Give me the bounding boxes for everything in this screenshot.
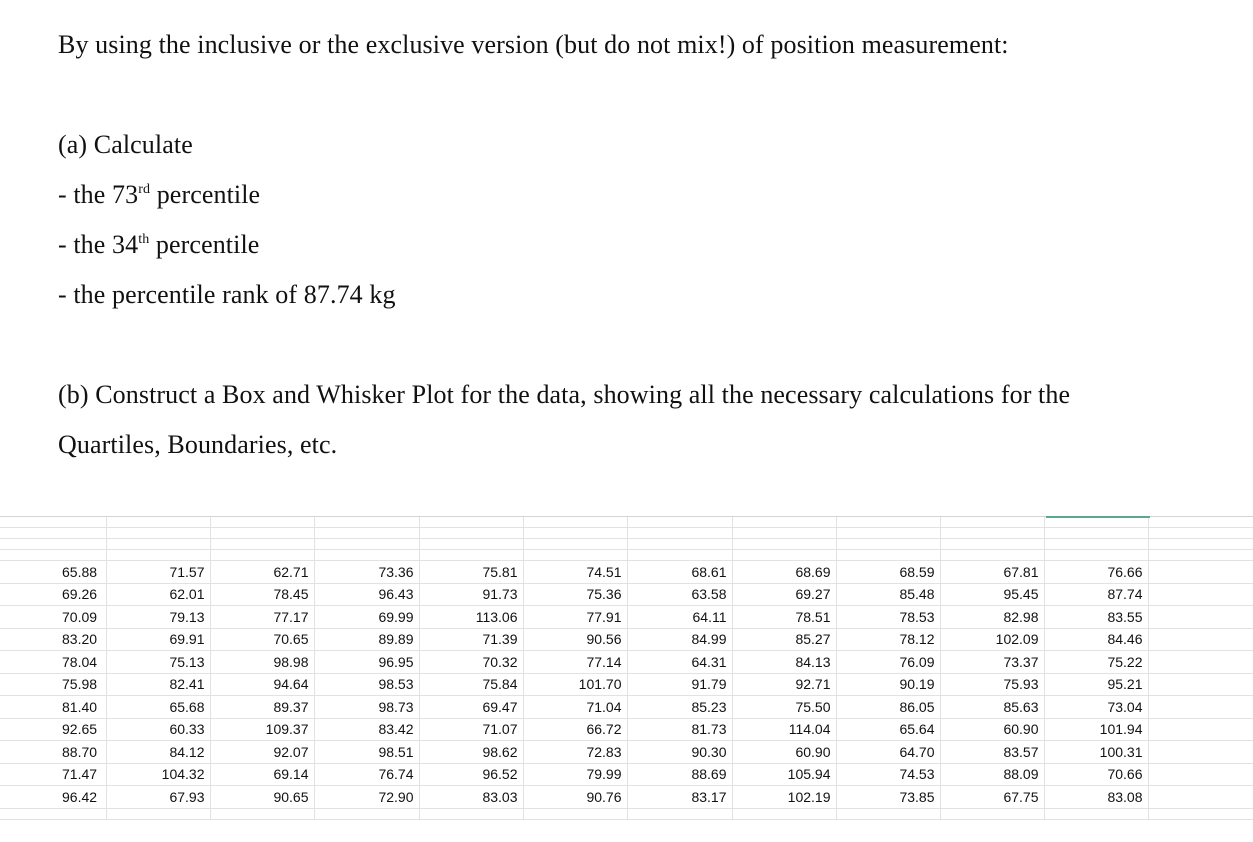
empty-cell[interactable] [210, 808, 314, 819]
empty-cell[interactable] [106, 550, 210, 561]
data-cell[interactable]: 68.59 [836, 561, 940, 584]
empty-cell[interactable] [627, 517, 732, 528]
data-cell[interactable]: 77.14 [523, 651, 627, 674]
data-cell[interactable]: 95.21 [1044, 673, 1148, 696]
empty-cell[interactable] [836, 808, 940, 819]
empty-cell[interactable] [1148, 651, 1253, 674]
data-cell[interactable]: 82.41 [106, 673, 210, 696]
data-cell[interactable]: 91.73 [419, 583, 523, 606]
data-cell[interactable]: 62.71 [210, 561, 314, 584]
data-cell[interactable]: 67.75 [940, 786, 1044, 809]
empty-cell[interactable] [1044, 528, 1148, 539]
data-cell[interactable]: 68.61 [627, 561, 732, 584]
empty-cell[interactable] [732, 528, 836, 539]
data-cell[interactable]: 98.51 [314, 741, 419, 764]
table-row [0, 741, 1253, 764]
empty-cell[interactable] [210, 539, 314, 550]
empty-cell[interactable] [940, 528, 1044, 539]
part-b-line-2: Quartiles, Boundaries, etc. [58, 430, 338, 459]
data-cell[interactable]: 71.07 [419, 718, 523, 741]
blank-row [0, 808, 1253, 819]
table-row [0, 628, 1253, 651]
data-cell[interactable]: 84.13 [732, 651, 836, 674]
data-cell[interactable]: 69.47 [419, 696, 523, 719]
data-cell[interactable]: 78.12 [836, 628, 940, 651]
empty-cell[interactable] [836, 517, 940, 528]
data-cell[interactable]: 76.09 [836, 651, 940, 674]
data-cell[interactable]: 75.93 [940, 673, 1044, 696]
data-cell[interactable]: 66.72 [523, 718, 627, 741]
empty-cell[interactable] [419, 528, 523, 539]
empty-cell[interactable] [1148, 741, 1253, 764]
data-cell[interactable]: 96.42 [0, 786, 106, 809]
data-cell[interactable]: 67.81 [940, 561, 1044, 584]
data-cell[interactable]: 84.46 [1044, 628, 1148, 651]
data-cell[interactable]: 70.65 [210, 628, 314, 651]
empty-cell[interactable] [1148, 528, 1253, 539]
empty-cell[interactable] [1148, 561, 1253, 584]
table-row [0, 606, 1253, 629]
data-cell[interactable]: 69.91 [106, 628, 210, 651]
empty-cell[interactable] [106, 528, 210, 539]
data-cell[interactable]: 65.88 [0, 561, 106, 584]
data-cell[interactable]: 75.36 [523, 583, 627, 606]
data-cell[interactable]: 109.37 [210, 718, 314, 741]
empty-cell[interactable] [1148, 718, 1253, 741]
data-cell[interactable]: 81.40 [0, 696, 106, 719]
data-cell[interactable]: 98.98 [210, 651, 314, 674]
data-cell[interactable]: 73.04 [1044, 696, 1148, 719]
data-cell[interactable]: 70.09 [0, 606, 106, 629]
data-cell[interactable]: 64.11 [627, 606, 732, 629]
data-cell[interactable]: 98.62 [419, 741, 523, 764]
data-cell[interactable]: 70.66 [1044, 763, 1148, 786]
data-cell[interactable]: 67.93 [106, 786, 210, 809]
table-row [0, 763, 1253, 786]
empty-cell[interactable] [1044, 539, 1148, 550]
table-row [0, 583, 1253, 606]
table-row [0, 696, 1253, 719]
data-cell[interactable]: 60.90 [732, 741, 836, 764]
data-cell[interactable]: 96.52 [419, 763, 523, 786]
data-cell[interactable]: 83.42 [314, 718, 419, 741]
empty-cell[interactable] [1148, 550, 1253, 561]
empty-cell[interactable] [1044, 808, 1148, 819]
empty-cell[interactable] [627, 808, 732, 819]
data-cell[interactable]: 64.31 [627, 651, 732, 674]
data-cell[interactable]: 86.05 [836, 696, 940, 719]
data-cell[interactable]: 84.12 [106, 741, 210, 764]
data-table [0, 517, 1253, 820]
data-cell[interactable]: 89.89 [314, 628, 419, 651]
data-cell[interactable]: 73.36 [314, 561, 419, 584]
empty-cell[interactable] [106, 539, 210, 550]
data-cell[interactable]: 83.03 [419, 786, 523, 809]
part-a-item-percentile-rank: - the percentile rank of 87.74 kg [58, 280, 396, 309]
empty-cell[interactable] [1148, 583, 1253, 606]
data-cell[interactable]: 92.07 [210, 741, 314, 764]
empty-cell[interactable] [1148, 606, 1253, 629]
empty-cell[interactable] [1148, 696, 1253, 719]
data-cell[interactable]: 96.95 [314, 651, 419, 674]
ordinal-suffix: rd [138, 182, 151, 197]
data-cell[interactable]: 92.65 [0, 718, 106, 741]
empty-cell[interactable] [0, 808, 106, 819]
data-cell[interactable]: 92.71 [732, 673, 836, 696]
empty-cell[interactable] [732, 517, 836, 528]
empty-cell[interactable] [419, 539, 523, 550]
empty-cell[interactable] [0, 539, 106, 550]
spreadsheet-grid [0, 516, 1253, 826]
empty-cell[interactable] [1148, 786, 1253, 809]
data-cell[interactable]: 69.27 [732, 583, 836, 606]
data-cell[interactable]: 72.90 [314, 786, 419, 809]
empty-cell[interactable] [210, 528, 314, 539]
table-row [0, 651, 1253, 674]
data-cell[interactable]: 85.27 [732, 628, 836, 651]
data-cell[interactable]: 78.45 [210, 583, 314, 606]
data-cell[interactable]: 60.33 [106, 718, 210, 741]
empty-cell[interactable] [836, 539, 940, 550]
data-cell[interactable]: 76.74 [314, 763, 419, 786]
empty-cell[interactable] [523, 808, 627, 819]
empty-cell[interactable] [1148, 763, 1253, 786]
table-row [0, 718, 1253, 741]
data-cell[interactable]: 75.84 [419, 673, 523, 696]
data-cell[interactable]: 104.32 [106, 763, 210, 786]
data-cell[interactable]: 83.20 [0, 628, 106, 651]
data-cell[interactable]: 90.65 [210, 786, 314, 809]
empty-cell[interactable] [523, 517, 627, 528]
data-cell[interactable]: 78.51 [732, 606, 836, 629]
data-cell[interactable]: 69.14 [210, 763, 314, 786]
item-suffix: percentile [149, 230, 260, 259]
data-cell[interactable]: 96.43 [314, 583, 419, 606]
empty-cell[interactable] [314, 517, 419, 528]
empty-cell[interactable] [1148, 517, 1253, 528]
empty-cell[interactable] [314, 528, 419, 539]
empty-cell[interactable] [940, 539, 1044, 550]
data-cell[interactable]: 71.39 [419, 628, 523, 651]
empty-cell[interactable] [523, 528, 627, 539]
empty-cell[interactable] [1148, 673, 1253, 696]
data-cell[interactable]: 82.98 [940, 606, 1044, 629]
data-cell[interactable]: 65.64 [836, 718, 940, 741]
empty-cell[interactable] [732, 808, 836, 819]
empty-cell[interactable] [940, 808, 1044, 819]
item-prefix: - the 73 [58, 180, 139, 209]
instructions-text: By using the inclusive or the exclusive version (but do not mix!) of position measurement: [58, 30, 1009, 59]
blank-row [0, 539, 1253, 550]
data-cell[interactable]: 78.53 [836, 606, 940, 629]
empty-cell[interactable] [523, 550, 627, 561]
data-cell[interactable]: 71.04 [523, 696, 627, 719]
data-cell[interactable]: 85.63 [940, 696, 1044, 719]
empty-cell[interactable] [0, 550, 106, 561]
selected-cell-indicator [1046, 516, 1150, 518]
data-cell[interactable]: 90.56 [523, 628, 627, 651]
data-cell[interactable]: 74.51 [523, 561, 627, 584]
item-prefix: - the 34 [58, 230, 139, 259]
data-cell[interactable]: 64.70 [836, 741, 940, 764]
data-cell[interactable]: 87.74 [1044, 583, 1148, 606]
ordinal-suffix: th [138, 232, 150, 247]
empty-cell[interactable] [732, 539, 836, 550]
part-b-line-1: (b) Construct a Box and Whisker Plot for the data, showing all the necessary calculations for the [58, 380, 1071, 409]
empty-cell[interactable] [940, 550, 1044, 561]
data-cell[interactable]: 88.70 [0, 741, 106, 764]
empty-cell[interactable] [419, 550, 523, 561]
data-cell[interactable]: 90.76 [523, 786, 627, 809]
data-cell[interactable]: 62.01 [106, 583, 210, 606]
part-a-item-34th-percentile [58, 230, 259, 260]
data-cell[interactable]: 75.22 [1044, 651, 1148, 674]
data-cell[interactable]: 74.53 [836, 763, 940, 786]
empty-cell[interactable] [1148, 539, 1253, 550]
data-cell[interactable]: 63.58 [627, 583, 732, 606]
empty-cell[interactable] [836, 528, 940, 539]
data-cell[interactable]: 85.23 [627, 696, 732, 719]
data-cell[interactable]: 88.09 [940, 763, 1044, 786]
data-cell[interactable]: 78.04 [0, 651, 106, 674]
empty-cell[interactable] [314, 808, 419, 819]
data-cell[interactable]: 89.37 [210, 696, 314, 719]
data-cell[interactable]: 72.83 [523, 741, 627, 764]
empty-cell[interactable] [1148, 808, 1253, 819]
data-cell[interactable]: 90.30 [627, 741, 732, 764]
blank-row [0, 528, 1253, 539]
data-cell[interactable]: 75.98 [0, 673, 106, 696]
empty-cell[interactable] [419, 517, 523, 528]
empty-cell[interactable] [732, 550, 836, 561]
data-cell[interactable]: 105.94 [732, 763, 836, 786]
table-row [0, 673, 1253, 696]
data-cell[interactable]: 100.31 [1044, 741, 1148, 764]
empty-cell[interactable] [627, 550, 732, 561]
data-cell[interactable]: 77.91 [523, 606, 627, 629]
data-cell[interactable]: 60.90 [940, 718, 1044, 741]
data-cell[interactable]: 91.79 [627, 673, 732, 696]
data-cell[interactable]: 73.37 [940, 651, 1044, 674]
empty-cell[interactable] [210, 550, 314, 561]
empty-cell[interactable] [1148, 628, 1253, 651]
empty-cell[interactable] [1044, 517, 1148, 528]
empty-cell[interactable] [836, 550, 940, 561]
data-cell[interactable]: 94.64 [210, 673, 314, 696]
blank-row [0, 550, 1253, 561]
data-cell[interactable]: 69.99 [314, 606, 419, 629]
data-cell[interactable]: 75.50 [732, 696, 836, 719]
data-cell[interactable]: 71.57 [106, 561, 210, 584]
data-cell[interactable]: 98.73 [314, 696, 419, 719]
table-row [0, 786, 1253, 809]
data-cell[interactable]: 75.13 [106, 651, 210, 674]
data-cell[interactable]: 79.99 [523, 763, 627, 786]
data-cell[interactable]: 83.17 [627, 786, 732, 809]
data-cell[interactable]: 90.19 [836, 673, 940, 696]
empty-cell[interactable] [314, 539, 419, 550]
data-cell[interactable]: 83.57 [940, 741, 1044, 764]
data-cell[interactable]: 114.04 [732, 718, 836, 741]
empty-cell[interactable] [106, 517, 210, 528]
data-cell[interactable]: 113.06 [419, 606, 523, 629]
data-cell[interactable]: 77.17 [210, 606, 314, 629]
data-cell[interactable]: 88.69 [627, 763, 732, 786]
data-cell[interactable]: 102.09 [940, 628, 1044, 651]
part-a-item-73rd-percentile [58, 180, 260, 210]
data-cell[interactable]: 81.73 [627, 718, 732, 741]
data-cell[interactable]: 98.53 [314, 673, 419, 696]
data-cell[interactable]: 84.99 [627, 628, 732, 651]
data-cell[interactable]: 79.13 [106, 606, 210, 629]
data-cell[interactable]: 65.68 [106, 696, 210, 719]
data-cell[interactable]: 85.48 [836, 583, 940, 606]
data-cell[interactable]: 73.85 [836, 786, 940, 809]
empty-cell[interactable] [0, 517, 106, 528]
data-cell[interactable]: 69.26 [0, 583, 106, 606]
data-cell[interactable]: 95.45 [940, 583, 1044, 606]
data-cell[interactable]: 70.32 [419, 651, 523, 674]
empty-cell[interactable] [523, 539, 627, 550]
empty-cell[interactable] [314, 550, 419, 561]
data-cell[interactable]: 102.19 [732, 786, 836, 809]
data-cell[interactable]: 71.47 [0, 763, 106, 786]
data-cell[interactable]: 101.94 [1044, 718, 1148, 741]
item-suffix: percentile [150, 180, 261, 209]
empty-cell[interactable] [210, 517, 314, 528]
empty-cell[interactable] [419, 808, 523, 819]
empty-cell[interactable] [106, 808, 210, 819]
empty-cell[interactable] [940, 517, 1044, 528]
table-row [0, 561, 1253, 584]
data-cell[interactable]: 101.70 [523, 673, 627, 696]
empty-cell[interactable] [627, 539, 732, 550]
blank-row [0, 517, 1253, 528]
empty-cell[interactable] [627, 528, 732, 539]
empty-cell[interactable] [1044, 550, 1148, 561]
empty-cell[interactable] [0, 528, 106, 539]
part-a-heading: (a) Calculate [58, 130, 193, 159]
data-cell[interactable]: 75.81 [419, 561, 523, 584]
data-cell[interactable]: 83.08 [1044, 786, 1148, 809]
data-cell[interactable]: 68.69 [732, 561, 836, 584]
data-cell[interactable]: 83.55 [1044, 606, 1148, 629]
data-cell[interactable]: 76.66 [1044, 561, 1148, 584]
